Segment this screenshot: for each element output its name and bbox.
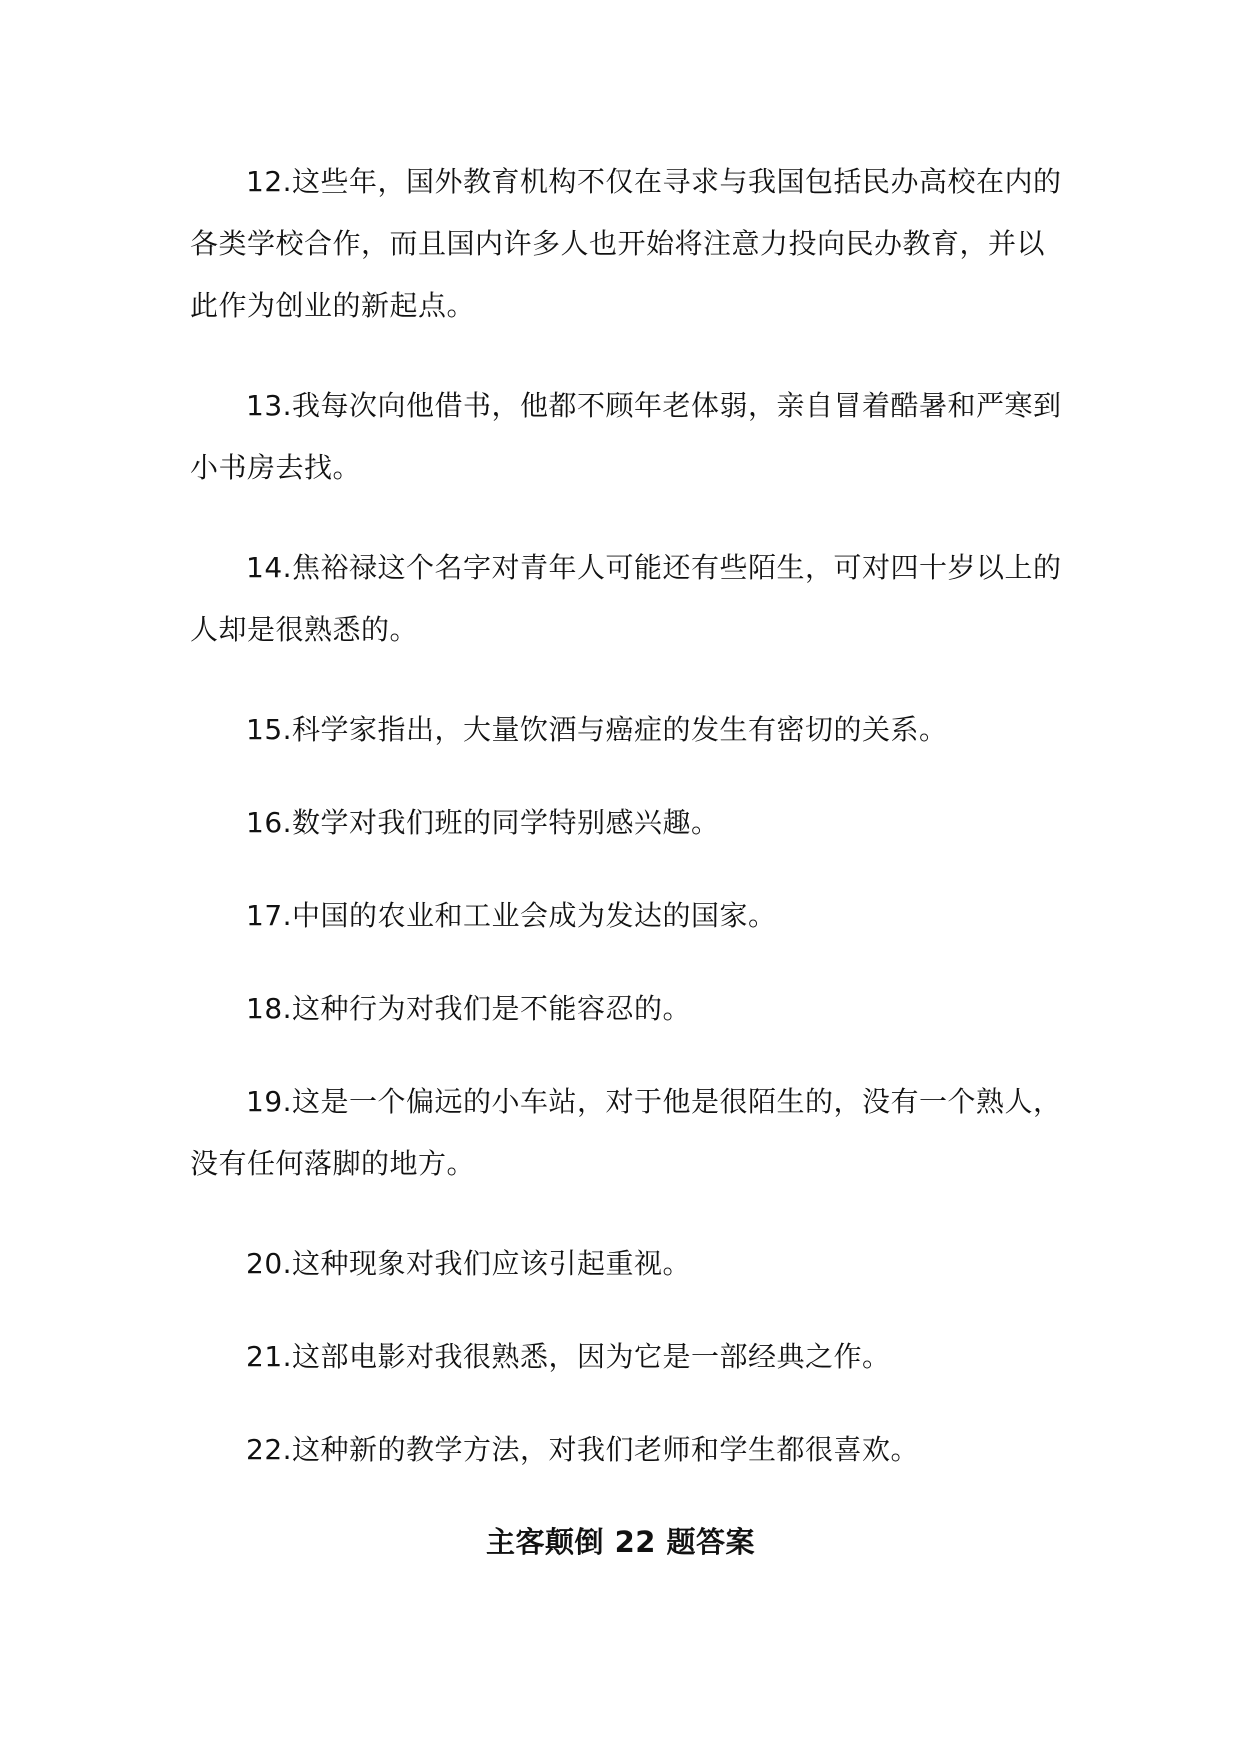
- answers-heading: 主客颠倒 22 题答案: [485, 1525, 756, 1559]
- question-12: 12.这些年，国外教育机构不仅在寻求与我国包括民办高校在内的各类学校合作，而且国内许多人也开始将注意力投向民办教育，并以此作为创业的新起点。: [190, 165, 1062, 322]
- question-20: 20.这种现象对我们应该引起重视。: [246, 1247, 692, 1280]
- question-18: 18.这种行为对我们是不能容忍的。: [246, 992, 692, 1025]
- question-22: 22.这种新的教学方法，对我们老师和学生都很喜欢。: [246, 1433, 920, 1466]
- question-13: 13.我每次向他借书，他都不顾年老体弱，亲自冒着酷暑和严寒到小书房去找。: [190, 389, 1062, 484]
- question-15: 15.科学家指出，大量饮酒与癌症的发生有密切的关系。: [246, 713, 948, 746]
- question-19: 19.这是一个偏远的小车站，对于他是很陌生的，没有一个熟人，没有任何落脚的地方。: [190, 1085, 1062, 1180]
- question-14: 14.焦裕禄这个名字对青年人可能还有些陌生，可对四十岁以上的人却是很熟悉的。: [190, 551, 1062, 646]
- question-16: 16.数学对我们班的同学特别感兴趣。: [246, 806, 720, 839]
- question-17: 17.中国的农业和工业会成为发达的国家。: [246, 899, 777, 932]
- question-21: 21.这部电影对我很熟悉，因为它是一部经典之作。: [246, 1340, 891, 1373]
